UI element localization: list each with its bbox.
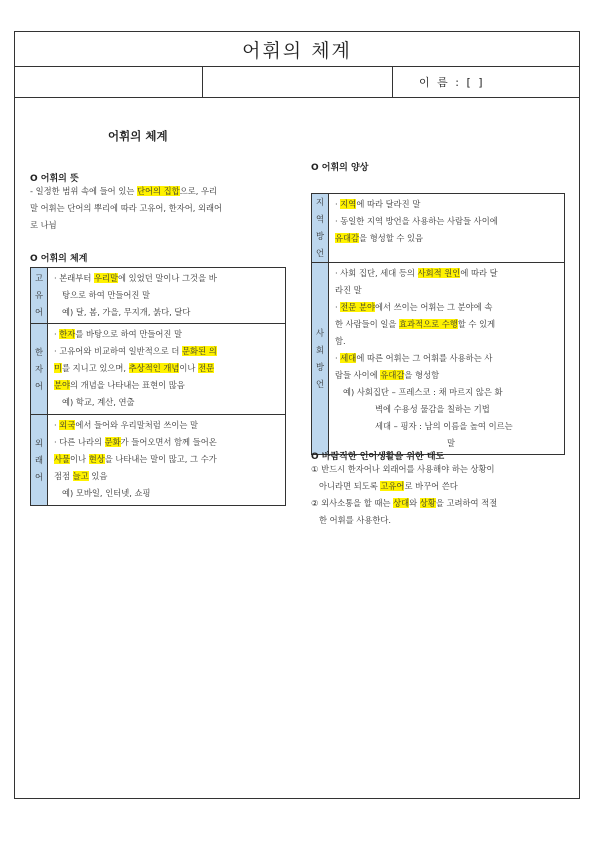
row-label: 외 래 어: [31, 415, 48, 506]
table-row: [31, 415, 286, 506]
row-content: · 한자를 바탕으로 하여 만들어진 말 · 고유어와 비교하여 일반적으로 더 문화된 의 미를 지니고 있으며, 추상적인 개념이나 전문 분야의 개념을 나타내는 표현이 많음 예) 학교, 계산, 연출: [48, 324, 286, 415]
table-row: [312, 194, 565, 263]
row-content: · 지역에 따라 달라진 말 · 동일한 지역 방언을 사용하는 사람들 사이에 유대감을 형성할 수 있음: [329, 194, 565, 263]
list-item-cont: 한 어휘를 사용한다.: [319, 515, 392, 525]
list-item: ② 외사소통을 할 때는 상대와 상황을 고려하여 적절: [311, 498, 498, 508]
row-label: 지 역 방 언: [312, 194, 329, 263]
list-item-cont: 아니라면 되도록 고유어로 바꾸어 쓴다: [319, 481, 458, 491]
section-heading-attitude: O 바람직한 언어생활을 위한 태도: [311, 452, 445, 462]
name-field[interactable]: 이 름 : [ ]: [419, 75, 483, 89]
row-content: · 사회 집단, 세대 등의 사회적 원인에 따라 달 라진 말 · 전문 분야에서 쓰이는 어휘는 그 분야에 속 한 사람들이 일을 효과적으로 수행할 수 있게 함. · 세대에 따른 어휘는 그 어휘를 사용하는 사 람들 사이에 유대감을 형성함 예) 사회집단 – 프레스코 : 채 마르지 않은 화 벽에 수용성 물감을 칠하는 기법 세대 – 핑자 : 남의 이름을 높여 이르는 말: [329, 263, 565, 455]
table-row: [312, 263, 565, 455]
section-heading-aspects: O 어휘의 양상: [311, 163, 369, 173]
attitude-list: [311, 461, 571, 529]
meaning-text: - 일정한 범위 속에 들어 있는 단어의 집합으로, 우리 말 어휘는 단어의 뿌리에 따라 고유어, 한자어, 외래어 로 나뉨: [30, 186, 223, 230]
aspects-table: [311, 193, 565, 455]
page-title: 어휘의 체계: [15, 32, 579, 67]
table-row: [31, 268, 286, 324]
document-subtitle: 어휘의 체계: [108, 129, 168, 143]
system-table: [30, 267, 286, 506]
info-cell-blank-1: [15, 66, 203, 97]
row-label: 고 유 어: [31, 268, 48, 324]
info-cell-blank-2: [203, 66, 393, 97]
section-heading-system: O 어휘의 체계: [30, 254, 88, 264]
list-item: ① 반드시 한자어나 외래어를 사용해야 하는 상황이: [311, 464, 495, 474]
info-row: [15, 66, 579, 98]
row-label: 한 자 어: [31, 324, 48, 415]
section-heading-meaning: O 어휘의 뜻: [30, 174, 79, 184]
table-row: [31, 324, 286, 415]
row-label: 사 회 방 언: [312, 263, 329, 455]
row-content: · 외국에서 들어와 우리말처럼 쓰이는 말 · 다른 나라의 문화가 들어오면서 함께 들어온 사물이나 현상을 나타내는 말이 많고, 그 수가 점점 늘고 있음 예) 모바일, 인터넷, 쇼핑: [48, 415, 286, 506]
highlight: 단어의 집합: [136, 186, 180, 196]
row-content: · 본래부터 우리말에 있었던 말이나 그것을 바 탕으로 하여 만들어진 말 예) 달, 봄, 가을, 무지개, 붉다, 달다: [48, 268, 286, 324]
